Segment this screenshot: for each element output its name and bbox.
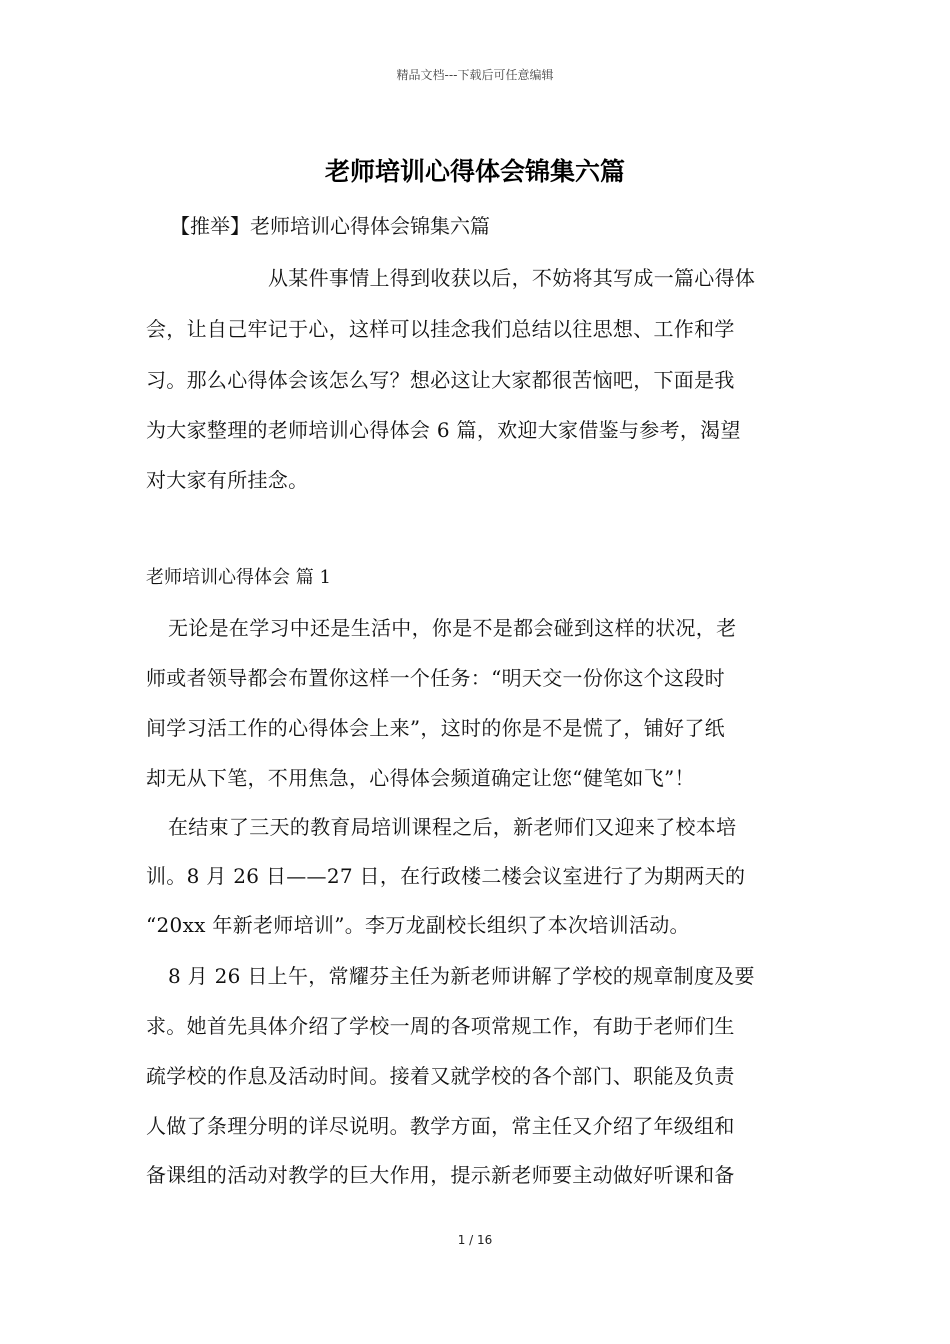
intro-line-2: 会，让自己牢记于心，这样可以挂念我们总结以往思想、工作和学 (146, 317, 735, 341)
intro-line-5: 对大家有所挂念。 (146, 468, 309, 492)
intro-line-1: 从某件事情上得到收获以后，不妨将其写成一篇心得体 (268, 266, 756, 290)
body-line-3: 间学习活工作的心得体会上来”，这时的你是不是慌了，铺好了纸 (146, 716, 725, 740)
body-line-10: 疏学校的作息及活动时间。接着又就学校的各个部门、职能及负责 (146, 1064, 735, 1088)
body-line-11: 人做了条理分明的详尽说明。教学方面，常主任又介绍了年级组和 (146, 1114, 735, 1138)
body-line-1: 无论是在学习中还是生活中，你是不是都会碰到这样的状况，老 (168, 616, 737, 640)
page-header: 精品文档---下载后可任意编辑 (396, 68, 554, 82)
section-heading: 老师培训心得体会 篇 1 (146, 567, 331, 588)
body-line-6: 训。8 月 26 日——27 日，在行政楼二楼会议室进行了为期两天的 (146, 864, 746, 888)
body-line-8: 8 月 26 日上午，常耀芬主任为新老师讲解了学校的规章制度及要 (168, 964, 755, 988)
intro-line-3: 习。那么心得体会该怎么写？想必这让大家都很苦恼吧，下面是我 (146, 368, 735, 392)
body-line-7: “20xx 年新老师培训”。李万龙副校长组织了本次培训活动。 (146, 913, 690, 937)
recommend-line: 【推举】老师培训心得体会锦集六篇 (170, 214, 490, 238)
body-line-9: 求。她首先具体介绍了学校一周的各项常规工作，有助于老师们生 (146, 1014, 735, 1038)
body-line-12: 备课组的活动对教学的巨大作用，提示新老师要主动做好听课和备 (146, 1163, 735, 1187)
page-number: 1 / 16 (457, 1233, 493, 1247)
body-line-5: 在结束了三天的教育局培训课程之后，新老师们又迎来了校本培 (168, 815, 737, 839)
intro-line-4: 为大家整理的老师培训心得体会 6 篇，欢迎大家借鉴与参考，渴望 (146, 418, 741, 442)
document-title: 老师培训心得体会锦集六篇 (324, 157, 625, 186)
body-line-2: 师或者领导都会布置你这样一个任务：“明天交一份你这个这段时 (146, 666, 725, 690)
body-line-4: 却无从下笔，不用焦急，心得体会频道确定让您“健笔如飞”！ (146, 766, 695, 790)
